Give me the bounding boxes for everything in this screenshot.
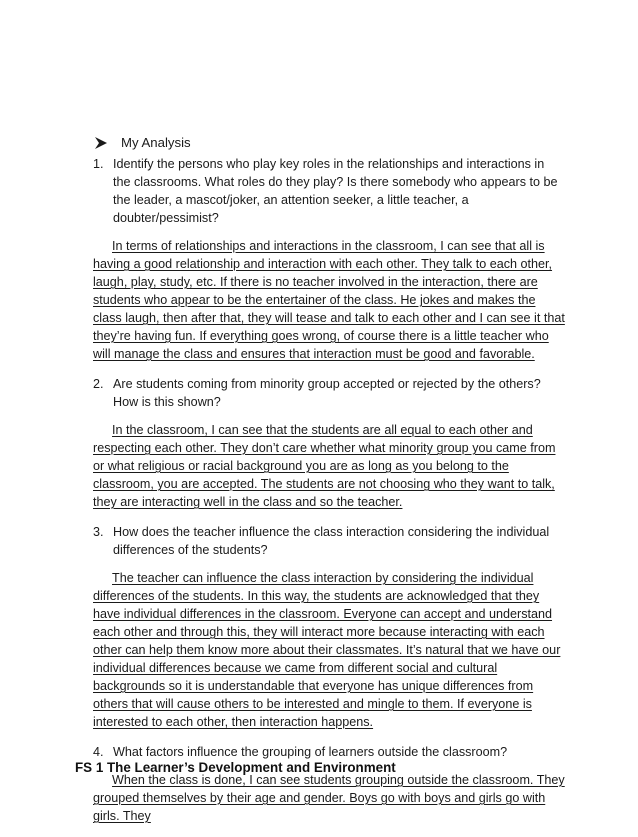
question-1: [93, 155, 565, 227]
answer-1: In terms of relationships and interactions in the classroom, I can see that all is having a good relationship and interaction with each other. They talk to each other, laugh, play, study, etc. If there is no teacher involved in the interaction, there are students who appear to be the entertainer of the class. He jokes and makes the class laugh, then after that, they will tease and talk to each other and I can see it that they’re having fun. If everything goes wrong, of course there is a little teacher who will manage the class and ensures that interaction must be good and favorable.: [93, 239, 565, 361]
arrowhead-bullet-icon: [93, 136, 109, 150]
question-number: 4.: [93, 745, 104, 759]
question-2: [93, 375, 565, 411]
page-footer: FS 1 The Learner’s Development and Environment: [75, 760, 396, 775]
question-text: Are students coming from minority group accepted or rejected by the others? How is this shown?: [113, 377, 541, 409]
question-4: [93, 743, 565, 761]
answer-2: In the classroom, I can see that the students are all equal to each other and respecting each other. They don’t care whether what minority group you came from or what religious or racial background you are as long as you belong to the classroom, you are accepted. The students are not choosing who they want to talk, they are interacting well in the class and so the teacher.: [93, 423, 556, 509]
answer-4: When the class is done, I can see students grouping outside the classroom. They grouped themselves by their age and gender. Boys go with boys and girls go with girls. They: [93, 773, 565, 823]
question-number: 3.: [93, 525, 104, 539]
section-title: My Analysis: [121, 135, 191, 150]
question-text: Identify the persons who play key roles in the relationships and interactions in the classrooms. What roles do they play? Is there somebody who appears to be the leader, a mascot/joker, an attention seeker, a little teacher, a doubter/pessimist?: [113, 157, 558, 225]
answer-3: The teacher can influence the class interaction by considering the individual differences of the students. In this way, the students are acknowledged that they have individual differences in the classroom. Everyone can accept and understand each other and through this, they will interact more because interacting with each other can help them know more about their classmates. It’s natural that we have our individual differences because we came from different social and cultural backgrounds so it is understandable that everyone has unique differences from others that will cause others to be interested and mingle to them. If everyone is interested to each other, then interaction happens.: [93, 571, 561, 729]
analysis-content: [93, 133, 565, 837]
question-3: [93, 523, 565, 559]
section-heading: [93, 133, 565, 153]
question-text: How does the teacher influence the class interaction considering the individual differences of the students?: [113, 525, 550, 557]
question-number: 1.: [93, 157, 104, 171]
question-number: 2.: [93, 377, 104, 391]
question-text: What factors influence the grouping of learners outside the classroom?: [113, 745, 508, 759]
